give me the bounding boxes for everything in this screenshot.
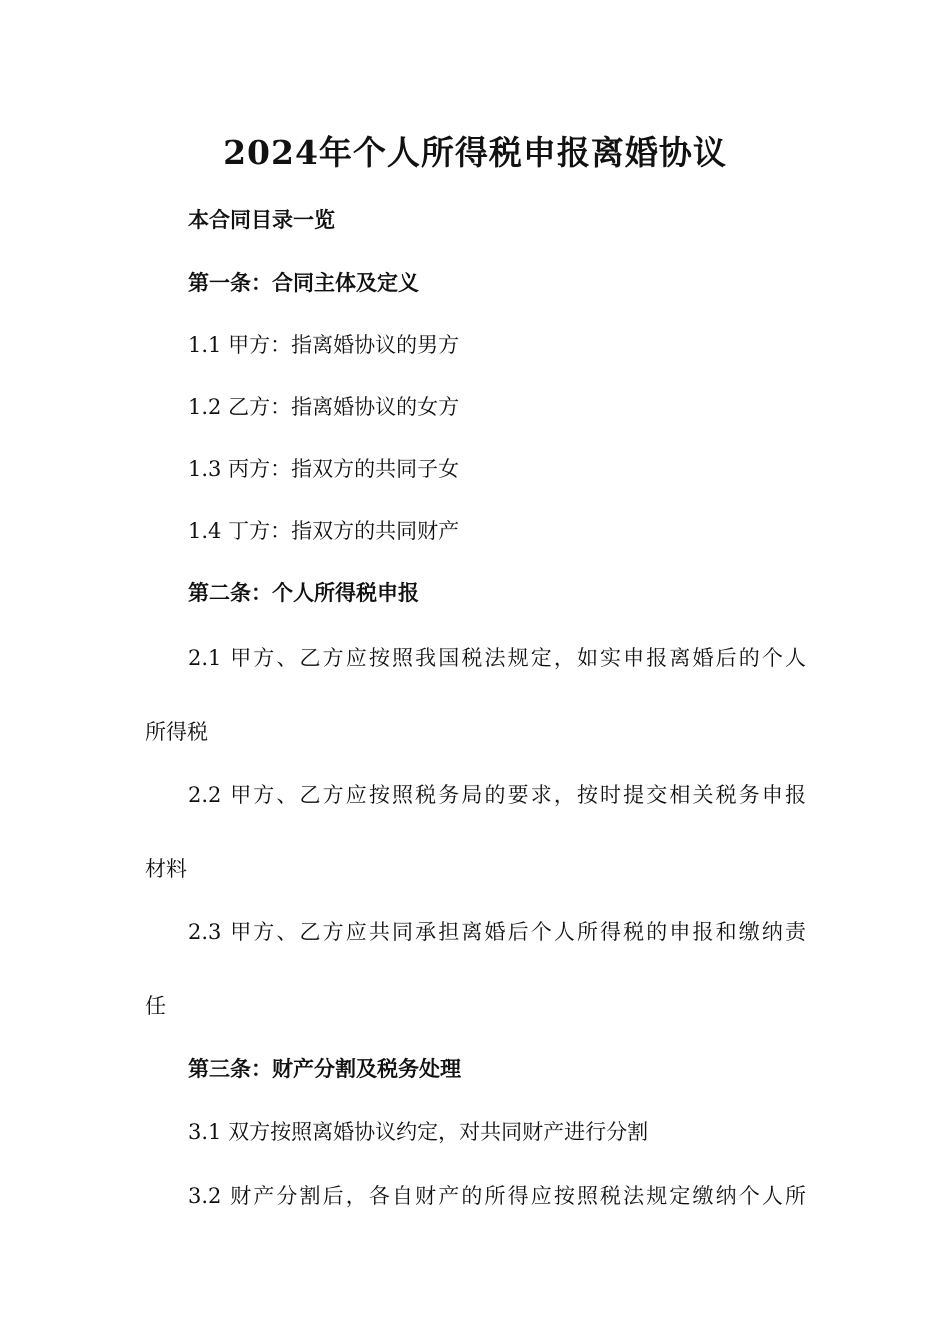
clause-3-1: 3.1 双方按照离婚协议约定，对共同财产进行分割 <box>188 1120 649 1144</box>
clause-1-4: 1.4 丁方：指双方的共同财产 <box>188 519 460 543</box>
article-2-heading: 第二条：个人所得税申报 <box>188 580 419 605</box>
clause-1-3: 1.3 丙方：指双方的共同子女 <box>188 457 460 481</box>
article-1-heading: 第一条：合同主体及定义 <box>188 270 419 295</box>
clause-2-3-line-1: 2.3 甲方、乙方应共同承担离婚后个人所得税的申报和缴纳责 <box>188 920 806 944</box>
clause-3-2-line-1: 3.2 财产分割后，各自财产的所得应按照税法规定缴纳个人所 <box>188 1184 806 1208</box>
clause-1-2: 1.2 乙方：指离婚协议的女方 <box>188 395 460 419</box>
article-3-heading: 第三条：财产分割及税务处理 <box>188 1056 461 1081</box>
clause-2-2-line-2: 材料 <box>145 857 187 881</box>
clause-2-1-line-1: 2.1 甲方、乙方应按照我国税法规定，如实申报离婚后的个人 <box>188 646 806 670</box>
clause-2-3-line-2: 任 <box>145 994 166 1018</box>
document-title: 2024年个人所得税申报离婚协议 <box>223 133 727 172</box>
clause-1-1: 1.1 甲方：指离婚协议的男方 <box>188 333 460 357</box>
clause-2-2-line-1: 2.2 甲方、乙方应按照税务局的要求，按时提交相关税务申报 <box>188 783 806 807</box>
toc-heading: 本合同目录一览 <box>188 207 335 232</box>
clause-2-1-line-2: 所得税 <box>145 720 208 744</box>
